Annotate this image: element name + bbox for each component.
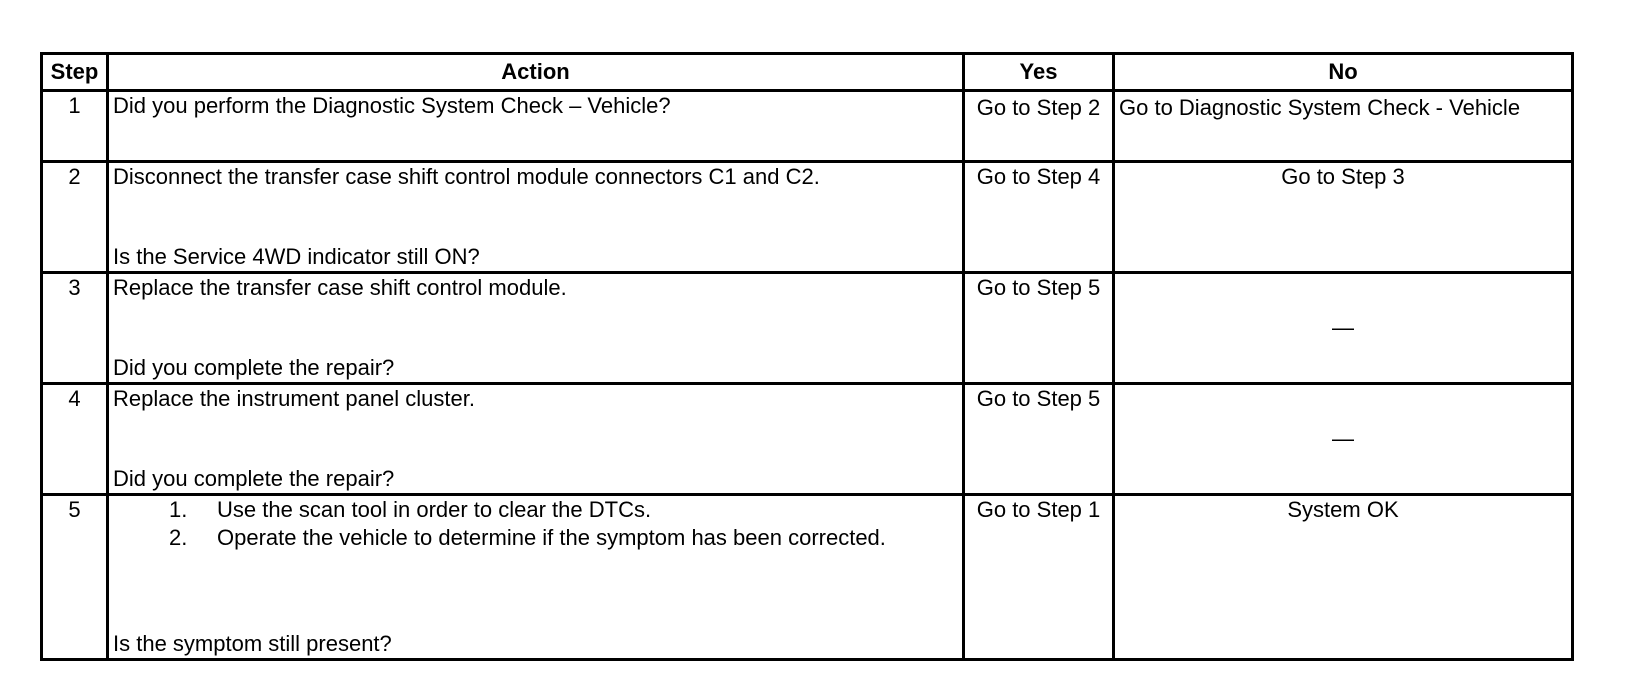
list-item-text: Operate the vehicle to determine if the symptom has been corrected. (217, 525, 886, 550)
table-row (42, 273, 1573, 384)
action-instruction: Disconnect the transfer case shift control module connectors C1 and C2. (113, 164, 820, 189)
header-yes: Yes (964, 54, 1114, 91)
list-item-number: 2. (169, 525, 188, 550)
table-row (42, 384, 1573, 495)
action-question: Did you complete the repair? (113, 466, 395, 491)
yes-result: Go to Step 4 (964, 162, 1114, 273)
action-instruction: Replace the instrument panel cluster. (113, 386, 475, 411)
action-cell (108, 273, 964, 384)
step-number: 4 (42, 384, 108, 495)
yes-result: Go to Step 1 (964, 495, 1114, 660)
step-number: 5 (42, 495, 108, 660)
step-number: 3 (42, 273, 108, 384)
yes-result: Go to Step 2 (964, 91, 1114, 162)
no-result: — (1114, 273, 1573, 384)
no-result: System OK (1114, 495, 1573, 660)
table-row (42, 162, 1573, 273)
action-question: Is the symptom still present? (113, 631, 392, 656)
action-cell (108, 495, 964, 660)
header-row (42, 54, 1573, 91)
action-list (113, 496, 958, 552)
no-result: Go to Diagnostic System Check - Vehicle (1114, 91, 1573, 162)
action-instruction: Replace the transfer case shift control module. (113, 275, 567, 300)
no-result: — (1114, 384, 1573, 495)
action-cell (108, 384, 964, 495)
action-cell (108, 162, 964, 273)
table-row (42, 91, 1573, 162)
diagnostic-table (40, 52, 1574, 661)
list-item-text: Use the scan tool in order to clear the DTCs. (217, 497, 652, 522)
yes-result: Go to Step 5 (964, 273, 1114, 384)
list-item-number: 1. (169, 497, 188, 522)
action-question: Is the Service 4WD indicator still ON? (113, 244, 480, 269)
action-question: Did you complete the repair? (113, 355, 395, 380)
list-item (169, 524, 958, 552)
step-number: 2 (42, 162, 108, 273)
header-step: Step (42, 54, 108, 91)
step-number: 1 (42, 91, 108, 162)
no-result: Go to Step 3 (1114, 162, 1573, 273)
header-action: Action (108, 54, 964, 91)
table-row (42, 495, 1573, 660)
list-item (169, 496, 958, 524)
header-no: No (1114, 54, 1573, 91)
action-text: Did you perform the Diagnostic System Check – Vehicle? (108, 91, 964, 162)
yes-result: Go to Step 5 (964, 384, 1114, 495)
